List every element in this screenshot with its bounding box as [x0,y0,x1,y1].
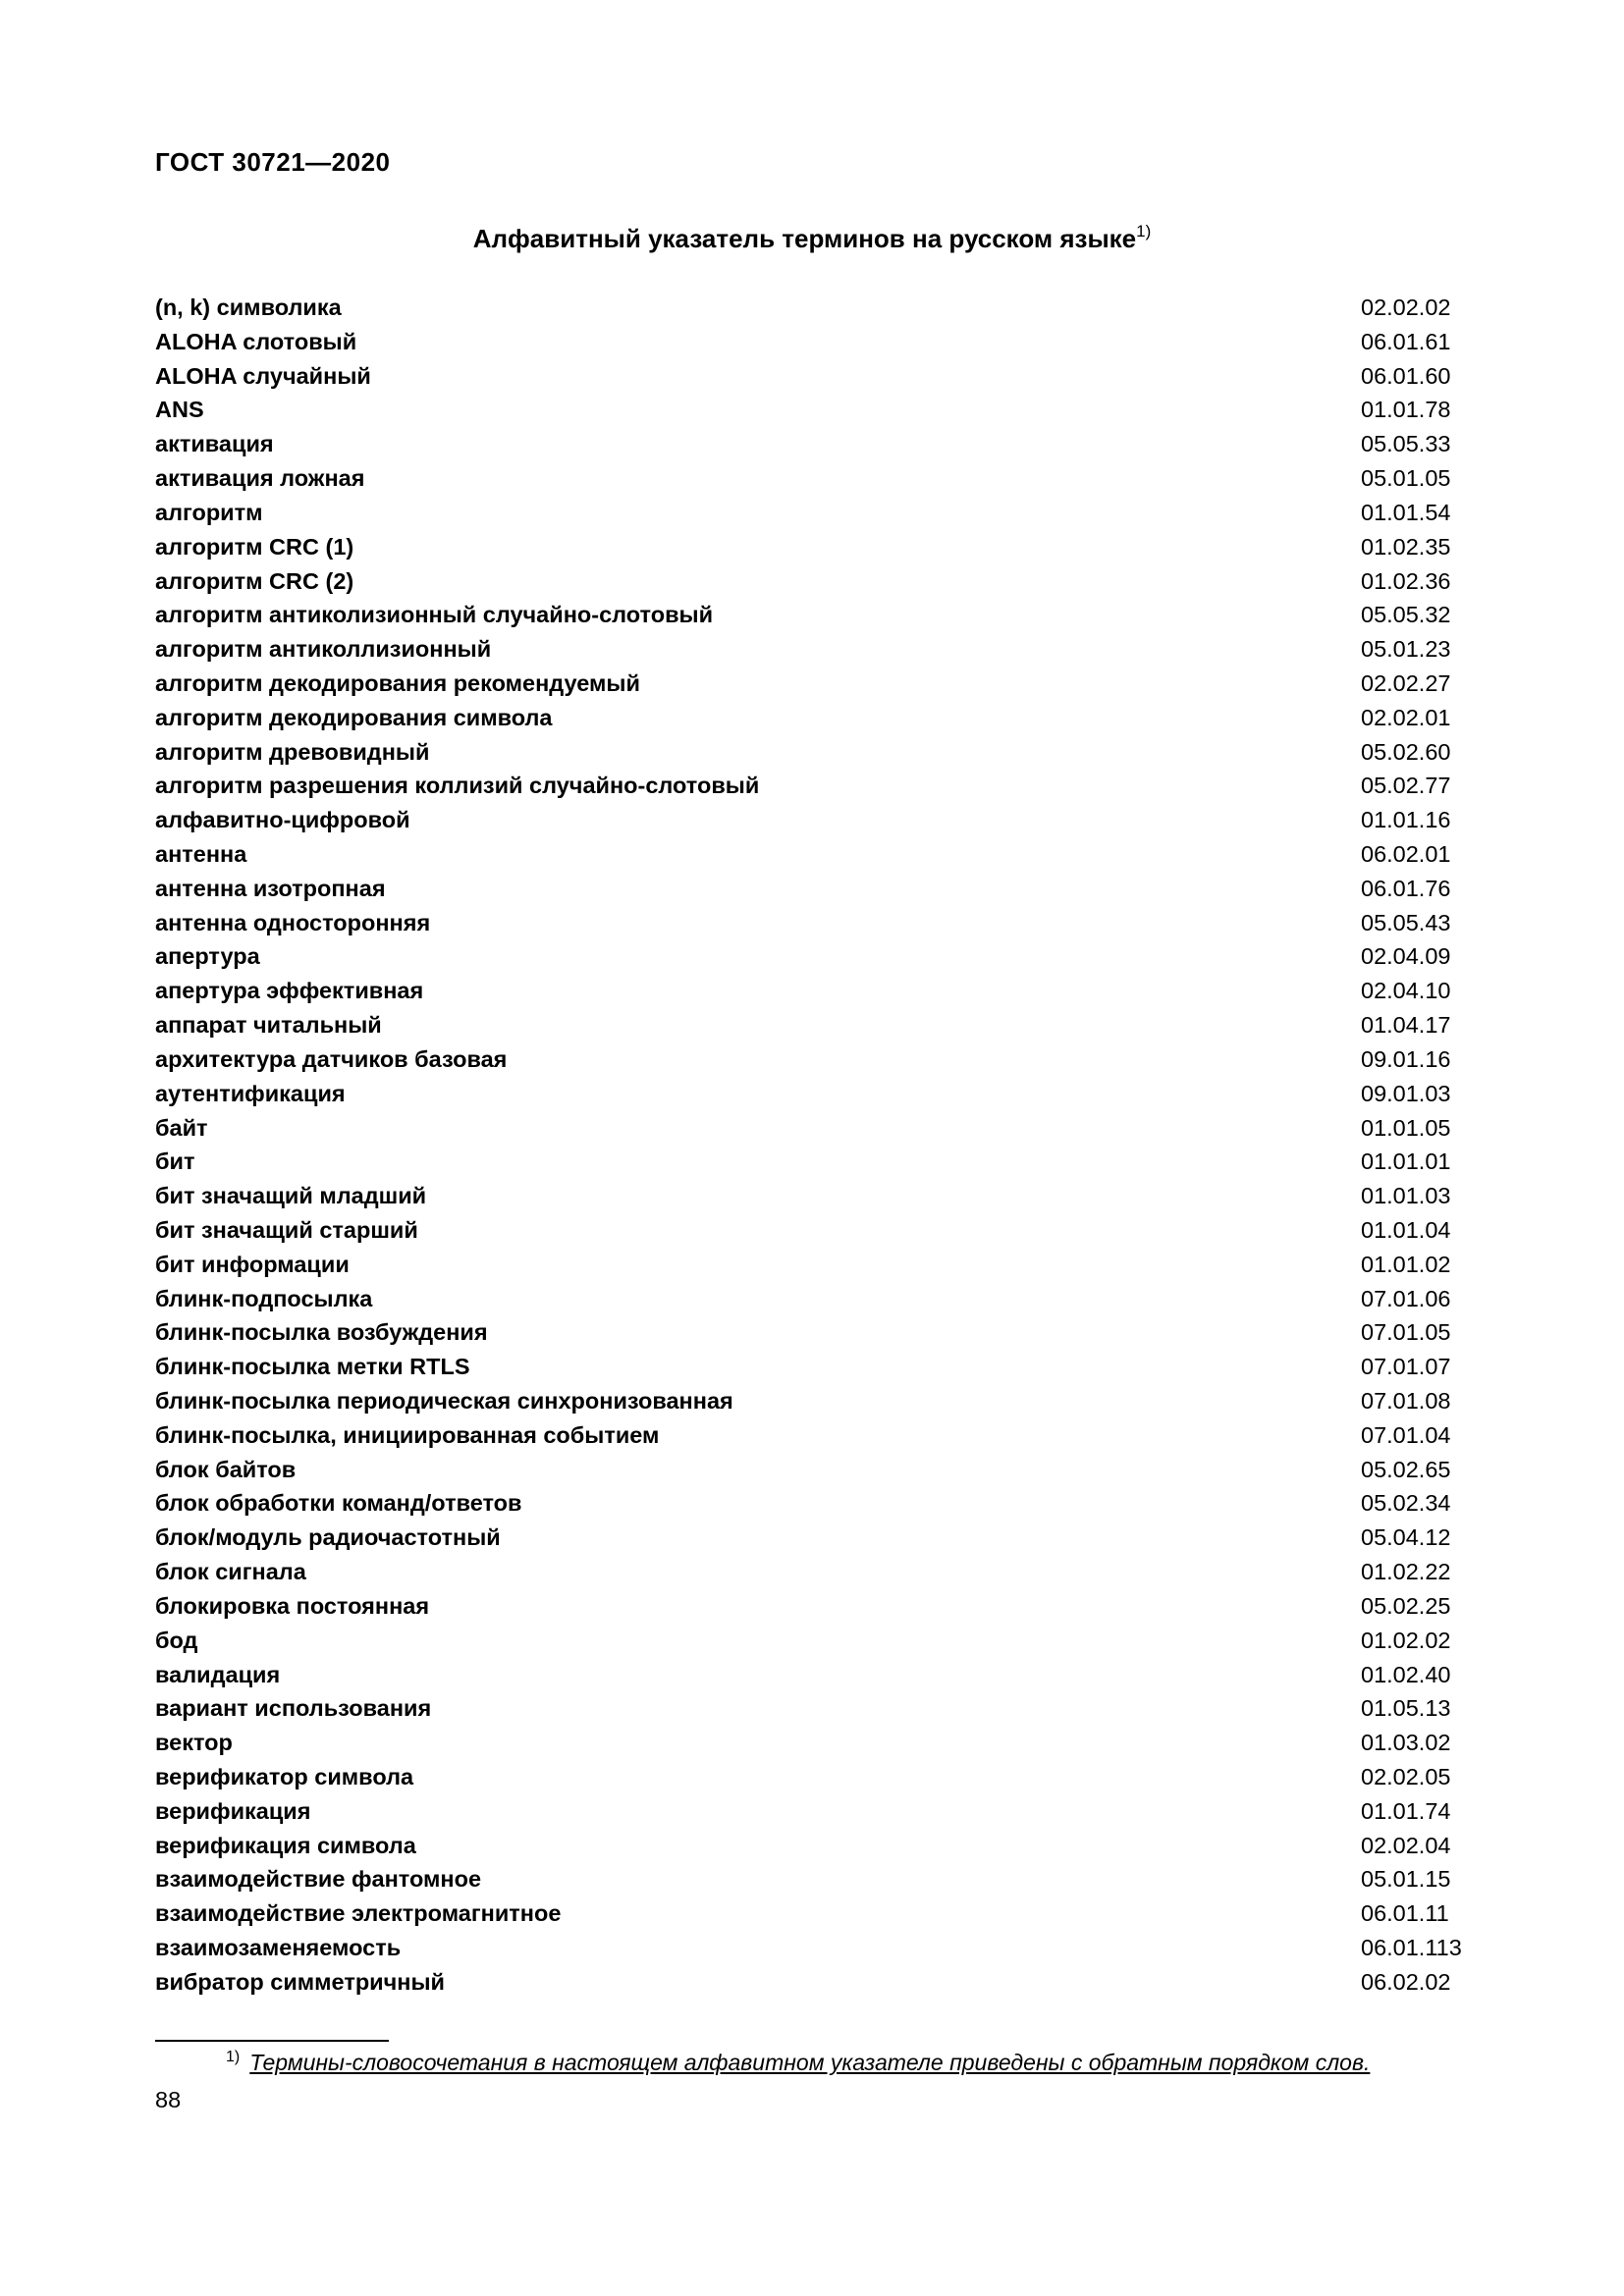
index-reference-number: 01.02.36 [1361,567,1451,594]
index-term: ALOHA слотовый [155,328,357,354]
index-entry [155,632,1490,667]
index-term: блок сигнала [155,1559,306,1585]
index-reference-number: 01.01.74 [1361,1797,1451,1824]
index-term: (n, k) символика [155,294,342,320]
index-entry [155,1213,1490,1248]
index-reference-number: 02.02.02 [1361,294,1451,320]
index-entry [155,598,1490,632]
index-reference-number: 01.04.17 [1361,1012,1451,1039]
index-reference-number: 01.01.02 [1361,1251,1451,1277]
index-reference-number: 05.05.32 [1361,602,1451,628]
index-entry [155,427,1490,461]
index-entry [155,1794,1490,1829]
title-footnote-mark: 1) [1136,222,1152,240]
index-reference-number: 01.02.02 [1361,1627,1451,1653]
index-term: бит информации [155,1251,350,1277]
index-entry [155,735,1490,770]
index-entry [155,291,1490,325]
index-entry [155,1829,1490,1863]
index-term: верификация символа [155,1832,416,1858]
index-reference-number: 02.02.27 [1361,669,1451,696]
index-entry [155,1691,1490,1726]
index-entry [155,667,1490,701]
index-term: блок/модуль радиочастотный [155,1524,501,1551]
footnote-text: Термины-словосочетания в настоящем алфавитном указателе приведены с обратным порядком слов. [249,2050,1371,2075]
index-term: валидация [155,1661,281,1687]
index-entry [155,1658,1490,1692]
index-entry [155,1111,1490,1146]
index-entry [155,1726,1490,1760]
index-entry [155,1896,1490,1931]
index-term: алгоритм разрешения коллизий случайно-слотовый [155,773,760,799]
index-reference-number: 02.02.05 [1361,1763,1451,1789]
index-term: антенна изотропная [155,875,386,901]
index-entry [155,1624,1490,1658]
index-term: блок байтов [155,1456,297,1482]
index-term: алгоритм декодирования символа [155,704,553,730]
index-term: блинк-подпосылка [155,1285,373,1311]
index-term: алгоритм CRC (1) [155,533,354,560]
index-entry [155,1077,1490,1111]
index-entry [155,530,1490,564]
index-reference-number: 07.01.07 [1361,1354,1451,1380]
index-term: верификатор символа [155,1763,414,1789]
index-reference-number: 06.01.113 [1361,1935,1462,1960]
index-entry [155,1145,1490,1179]
index-term: активация ложная [155,465,365,492]
index-entry [155,1179,1490,1213]
index-reference-number: 06.01.11 [1361,1900,1449,1927]
index-title [0,224,1624,254]
index-reference-number: 02.04.10 [1361,978,1451,1004]
index-reference-number: 05.05.33 [1361,431,1451,457]
index-term: блокировка постоянная [155,1592,430,1619]
index-term: алгоритм древовидный [155,738,430,765]
index-term: алфавитно-цифровой [155,807,410,833]
index-reference-number: 05.02.34 [1361,1490,1451,1517]
index-reference-number: 05.02.25 [1361,1592,1451,1619]
footnote-mark: 1) [226,2049,241,2065]
index-term: антенна [155,841,247,867]
index-reference-number: 06.02.01 [1361,841,1451,867]
index-title-text: Алфавитный указатель терминов на русском языке [472,224,1137,253]
index-entry [155,461,1490,496]
index-term: байт [155,1114,208,1141]
index-term: бод [155,1627,198,1653]
index-reference-number: 07.01.04 [1361,1421,1451,1448]
index-entry [155,1042,1490,1077]
index-entry [155,1486,1490,1521]
index-reference-number: 05.02.65 [1361,1456,1451,1482]
index-reference-number: 06.01.61 [1361,328,1451,354]
index-term: блинк-посылка, инициированная событием [155,1421,660,1448]
index-entry [155,1521,1490,1555]
index-entry [155,564,1490,599]
index-entry [155,1008,1490,1042]
index-entry [155,1453,1490,1487]
index-reference-number: 01.01.16 [1361,807,1451,833]
index-reference-number: 05.01.23 [1361,636,1451,663]
index-entry [155,974,1490,1008]
index-entry [155,837,1490,872]
index-entry [155,872,1490,906]
index-reference-number: 07.01.05 [1361,1319,1451,1346]
index-entry [155,939,1490,974]
index-term: аутентификация [155,1080,346,1106]
index-reference-number: 01.01.01 [1361,1148,1451,1175]
footnote [226,2050,1370,2076]
index-entry [155,1862,1490,1896]
index-term: ANS [155,397,204,423]
index-entry [155,1965,1490,2000]
index-reference-number: 01.01.54 [1361,499,1451,525]
index-entry [155,1418,1490,1453]
index-entry [155,1931,1490,1965]
index-term: вибратор симметричный [155,1968,445,1995]
index-term: взаимозаменяемость [155,1935,402,1960]
index-reference-number: 01.01.04 [1361,1216,1451,1243]
index-entry [155,359,1490,394]
index-term: алгоритм антиколлизионный [155,636,492,663]
index-entry [155,1248,1490,1282]
index-reference-number: 01.05.13 [1361,1695,1451,1722]
index-reference-number: 02.02.04 [1361,1832,1451,1858]
index-term: блинк-посылка возбуждения [155,1319,488,1346]
index-entry [155,906,1490,940]
index-reference-number: 06.02.02 [1361,1968,1451,1995]
index-reference-number: 05.02.60 [1361,738,1451,765]
index-term: апертура эффективная [155,978,424,1004]
index-reference-number: 09.01.16 [1361,1045,1451,1072]
index-reference-number: 07.01.06 [1361,1285,1451,1311]
index-reference-number: 02.02.01 [1361,704,1451,730]
index-entry [155,1384,1490,1418]
index-term: верификация [155,1797,311,1824]
index-entry [155,1282,1490,1316]
index-reference-number: 05.01.15 [1361,1866,1451,1893]
index-reference-number: 01.02.22 [1361,1559,1451,1585]
index-term: активация [155,431,274,457]
index-term: антенна односторонняя [155,909,431,935]
index-reference-number: 05.01.05 [1361,465,1451,492]
index-term: блок обработки команд/ответов [155,1490,522,1517]
index-reference-number: 01.02.35 [1361,533,1451,560]
index-entry [155,393,1490,427]
index-entry [155,803,1490,837]
index-term: вариант использования [155,1695,432,1722]
index-entry [155,1555,1490,1589]
index-reference-number: 07.01.08 [1361,1388,1451,1414]
index-reference-number: 01.02.40 [1361,1661,1451,1687]
index-term: алгоритм CRC (2) [155,567,354,594]
index-entry [155,325,1490,359]
index-term: алгоритм [155,499,263,525]
index-entry [155,1760,1490,1794]
index-term: апертура [155,943,260,970]
index-term: алгоритм декодирования рекомендуемый [155,669,640,696]
index-entry [155,701,1490,735]
index-reference-number: 06.01.76 [1361,875,1451,901]
page-number: 88 [155,2087,182,2112]
index-entry [155,1315,1490,1350]
index-term: ALOHA случайный [155,362,371,389]
index-reference-number: 05.02.77 [1361,773,1451,799]
index-reference-number: 01.01.03 [1361,1183,1451,1209]
index-reference-number: 01.01.05 [1361,1114,1451,1141]
index-term: бит значащий младший [155,1183,427,1209]
index-reference-number: 05.04.12 [1361,1524,1451,1551]
index-entry [155,496,1490,530]
index-entry [155,1350,1490,1384]
index-term: взаимодействие электромагнитное [155,1900,562,1927]
index-reference-number: 01.03.02 [1361,1730,1451,1756]
index-term: аппарат читальный [155,1012,382,1039]
index-reference-number: 02.04.09 [1361,943,1451,970]
document-id: ГОСТ 30721—2020 [155,147,391,177]
index-reference-number: 05.05.43 [1361,909,1451,935]
term-index-list [155,291,1490,2000]
index-entry [155,1589,1490,1624]
index-term: бит [155,1148,195,1175]
index-reference-number: 09.01.03 [1361,1080,1451,1106]
index-term: бит значащий старший [155,1216,418,1243]
index-term: алгоритм антиколизионный случайно-слотовый [155,602,714,628]
index-term: блинк-посылка периодическая синхронизованная [155,1388,733,1414]
index-entry [155,769,1490,803]
index-reference-number: 06.01.60 [1361,362,1451,389]
index-term: блинк-посылка метки RTLS [155,1354,470,1380]
index-term: вектор [155,1730,233,1756]
index-reference-number: 01.01.78 [1361,397,1451,423]
footnote-separator [155,2040,389,2042]
index-term: взаимодействие фантомное [155,1866,482,1893]
index-term: архитектура датчиков базовая [155,1045,508,1072]
